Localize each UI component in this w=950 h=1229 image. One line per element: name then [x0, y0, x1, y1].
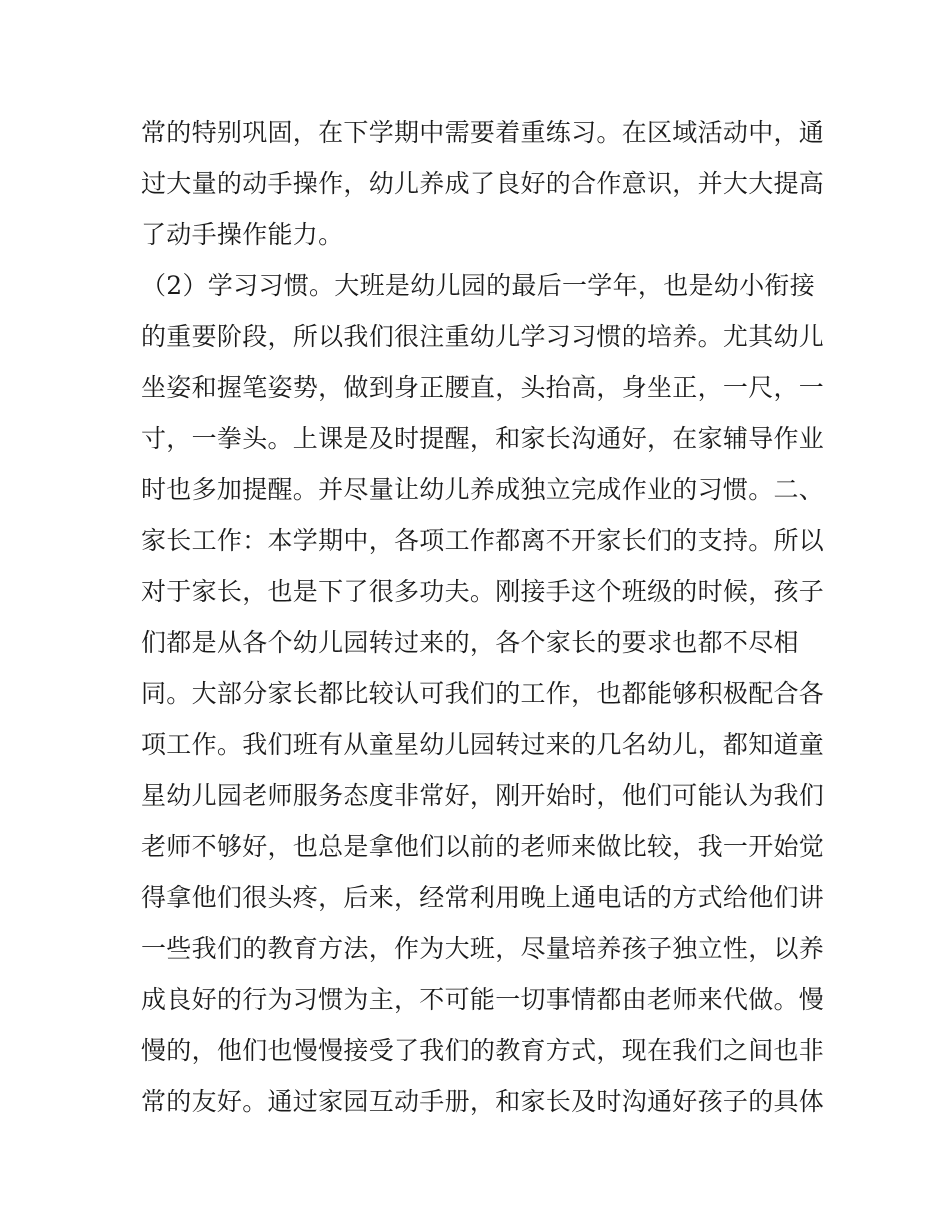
text-line: 慢的，他们也慢慢接受了我们的教育方式，现在我们之间也非 [141, 1036, 825, 1065]
text-line: 老师不够好，也总是拿他们以前的老师来做比较，我一开始觉 [141, 832, 825, 861]
text-line: （2）学习习惯。大班是幼儿园的最后一学年，也是幼小衔接 [141, 271, 816, 300]
text-line: 坐姿和握笔姿势，做到身正腰直，头抬高，身坐正，一尺，一 [141, 373, 825, 402]
text-line: 了动手操作能力。 [141, 220, 344, 249]
text-line: 成良好的行为习惯为主，不可能一切事情都由老师来代做。慢 [141, 985, 825, 1014]
text-line: 常的友好。通过家园互动手册，和家长及时沟通好孩子的具体 [141, 1087, 825, 1116]
text-line: 常的特别巩固，在下学期中需要着重练习。在区域活动中，通 [141, 118, 825, 147]
text-line: 得拿他们很头疼，后来，经常利用晚上通电话的方式给他们讲 [141, 883, 825, 912]
text-line: 星幼儿园老师服务态度非常好，刚开始时，他们可能认为我们 [141, 781, 825, 810]
text-line: 同。大部分家长都比较认可我们的工作，也都能够积极配合各 [141, 679, 825, 708]
text-line: 一些我们的教育方法，作为大班，尽量培养孩子独立性，以养 [141, 934, 825, 963]
text-line: 对于家长，也是下了很多功夫。刚接手这个班级的时候，孩子 [141, 577, 825, 606]
text-line: 项工作。我们班有从童星幼儿园转过来的几名幼儿，都知道童 [141, 730, 825, 759]
text-line: 寸，一拳头。上课是及时提醒，和家长沟通好，在家辅导作业 [141, 424, 825, 453]
text-line: 家长工作：本学期中，各项工作都离不开家长们的支持。所以 [141, 526, 825, 555]
text-line: 时也多加提醒。并尽量让幼儿养成独立完成作业的习惯。二、 [141, 475, 825, 504]
text-line: 过大量的动手操作，幼儿养成了良好的合作意识，并大大提高 [141, 169, 825, 198]
text-line: 们都是从各个幼儿园转过来的，各个家长的要求也都不尽相 [141, 628, 799, 657]
text-line: 的重要阶段，所以我们很注重幼儿学习习惯的培养。尤其幼儿 [141, 322, 825, 351]
body-text [141, 107, 825, 1127]
